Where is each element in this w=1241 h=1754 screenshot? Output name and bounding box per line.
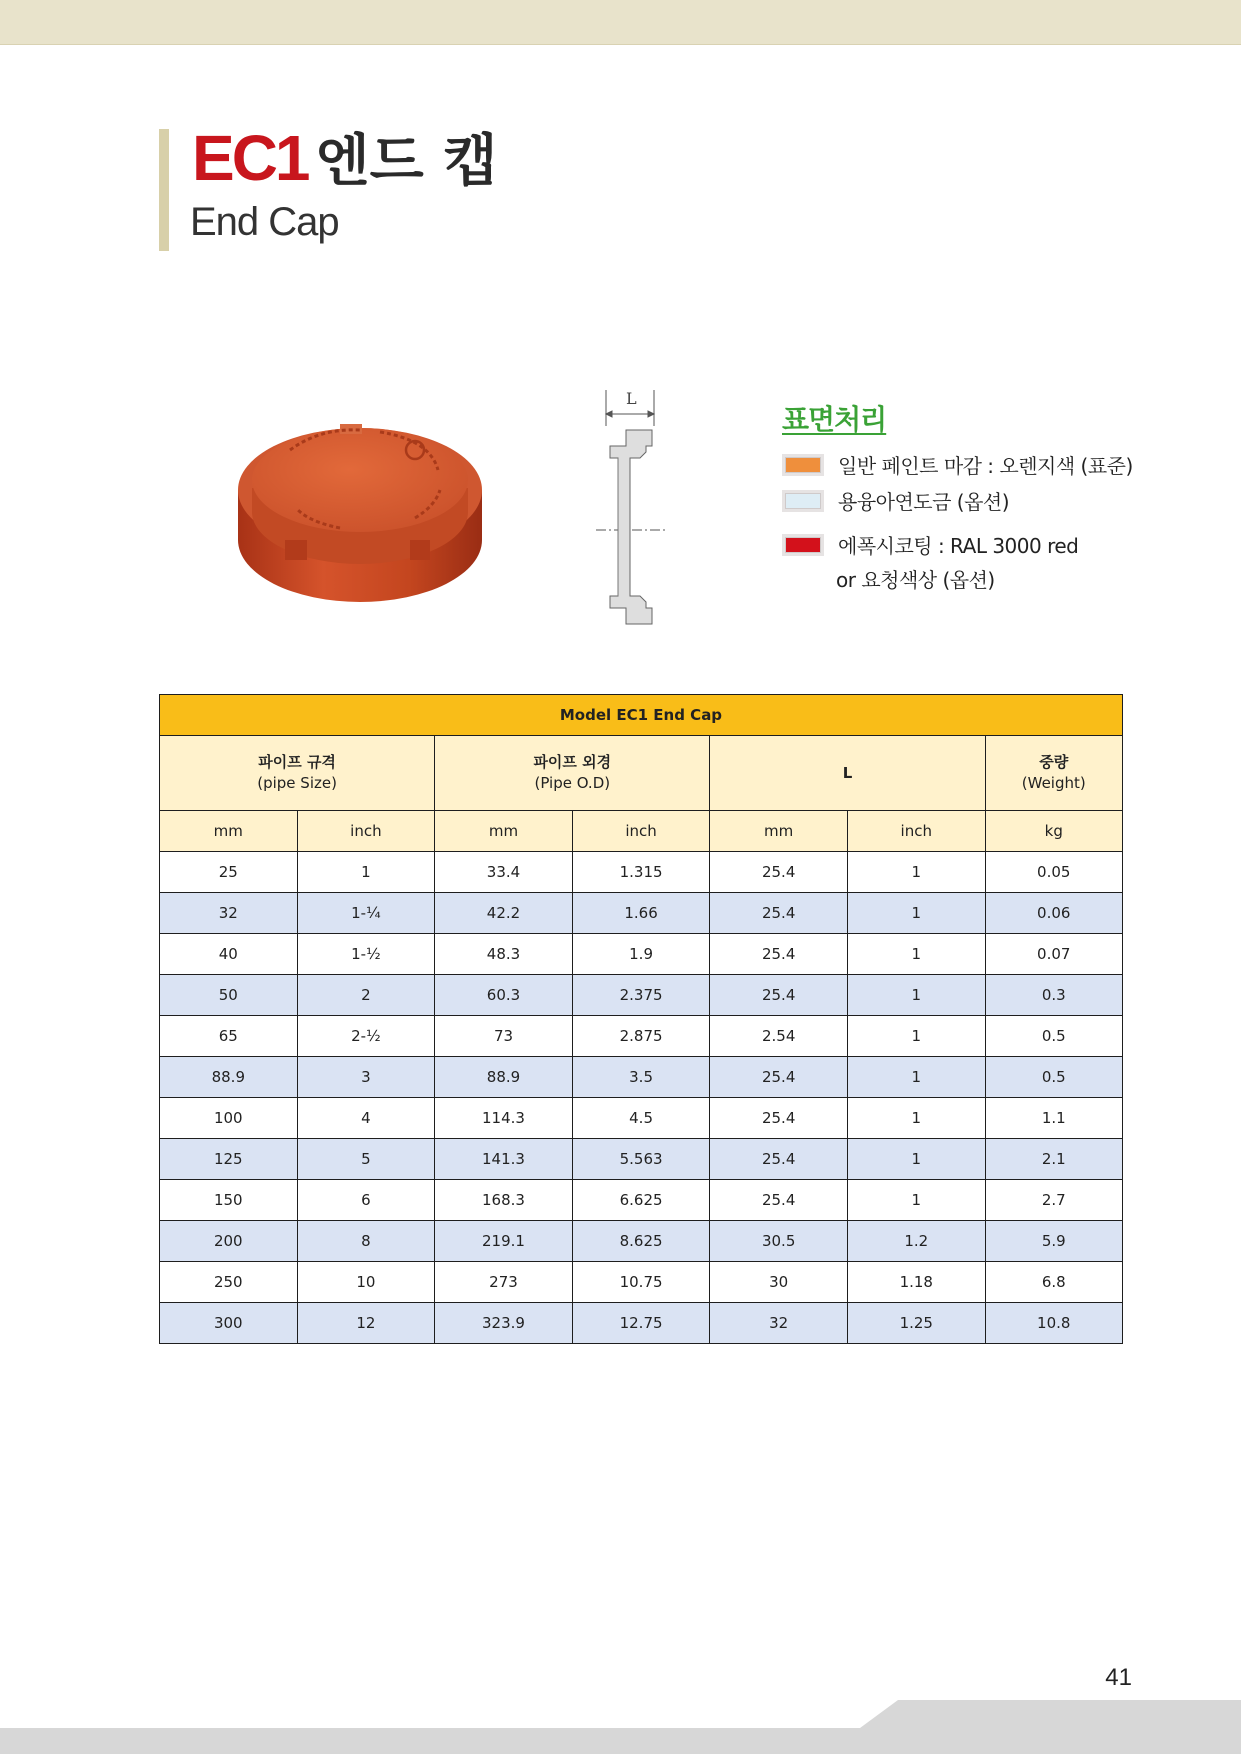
- table-cell: 25.4: [710, 975, 848, 1016]
- table-cell: 4: [297, 1098, 435, 1139]
- table-cell: 1.1: [985, 1098, 1122, 1139]
- table-cell: 12: [297, 1303, 435, 1344]
- table-cell: 25.4: [710, 893, 848, 934]
- table-row: [160, 1180, 1123, 1221]
- table-row: [160, 934, 1123, 975]
- header-pipe-od-ko: 파이프 외경: [533, 753, 612, 771]
- title-model-code: EC1: [192, 122, 308, 194]
- table-cell: 25.4: [710, 1139, 848, 1180]
- table-cell: 114.3: [435, 1098, 573, 1139]
- table-cell: 1: [847, 1016, 985, 1057]
- table-cell: 0.3: [985, 975, 1122, 1016]
- table-cell: 300: [160, 1303, 298, 1344]
- header-pipe-size: [160, 736, 435, 811]
- unit-cell: mm: [710, 811, 848, 852]
- table-cell: 1: [847, 934, 985, 975]
- unit-cell: inch: [297, 811, 435, 852]
- table-cell: 30: [710, 1262, 848, 1303]
- table-cell: 25.4: [710, 852, 848, 893]
- table-cell: 2: [297, 975, 435, 1016]
- header-length: [710, 736, 985, 811]
- header-weight-en: (Weight): [1021, 774, 1086, 792]
- table-row: [160, 1098, 1123, 1139]
- table-caption-row: [160, 695, 1123, 736]
- table-cell: 6.8: [985, 1262, 1122, 1303]
- table-cell: 2.1: [985, 1139, 1122, 1180]
- table-cell: 200: [160, 1221, 298, 1262]
- table-cell: 1: [847, 1139, 985, 1180]
- table-cell: 1: [847, 1098, 985, 1139]
- table-cell: 100: [160, 1098, 298, 1139]
- surface-treatment: [782, 398, 1212, 592]
- table-cell: 10.8: [985, 1303, 1122, 1344]
- table-body: [160, 852, 1123, 1344]
- table-cell: 10.75: [572, 1262, 710, 1303]
- table-cell: 32: [160, 893, 298, 934]
- page-title: [192, 118, 497, 198]
- table-cell: 0.5: [985, 1057, 1122, 1098]
- table-cell: 323.9: [435, 1303, 573, 1344]
- table-cell: 2-½: [297, 1016, 435, 1057]
- table-cell: 1.66: [572, 893, 710, 934]
- table-cell: 40: [160, 934, 298, 975]
- header-weight-ko: 중량: [1039, 753, 1069, 771]
- header-pipe-od-en: (Pipe O.D): [534, 774, 611, 792]
- light-blue-swatch: [782, 490, 824, 512]
- page-number: 41: [1105, 1664, 1132, 1691]
- table-cell: 219.1: [435, 1221, 573, 1262]
- table-unit-row: [160, 811, 1123, 852]
- legend-item-orange-paint: [782, 450, 1133, 479]
- table-cell: 250: [160, 1262, 298, 1303]
- table-cell: 1: [847, 852, 985, 893]
- title-accent-bar: [159, 129, 169, 251]
- table-cell: 4.5: [572, 1098, 710, 1139]
- drawing-dimension-label: L: [626, 389, 637, 408]
- table-cell: 42.2: [435, 893, 573, 934]
- table-cell: 168.3: [435, 1180, 573, 1221]
- table-cell: 25: [160, 852, 298, 893]
- table-cell: 25.4: [710, 1180, 848, 1221]
- table-row: [160, 975, 1123, 1016]
- legend-text: 용융아연도금 (옵션): [838, 490, 1010, 514]
- table-cell: 5.9: [985, 1221, 1122, 1262]
- table-row: [160, 1221, 1123, 1262]
- table-cell: 50: [160, 975, 298, 1016]
- unit-cell: inch: [572, 811, 710, 852]
- surface-title: 표면처리: [782, 403, 887, 436]
- header-weight: [985, 736, 1122, 811]
- table-row: [160, 1139, 1123, 1180]
- table-cell: 0.07: [985, 934, 1122, 975]
- title-english: End Cap: [190, 200, 339, 244]
- legend-continuation: or 요청색상 (옵션): [836, 568, 995, 592]
- table-cell: 1.25: [847, 1303, 985, 1344]
- table-cell: 1.18: [847, 1262, 985, 1303]
- table-cell: 273: [435, 1262, 573, 1303]
- table-cell: 2.54: [710, 1016, 848, 1057]
- table-cell: 88.9: [160, 1057, 298, 1098]
- table-cell: 32: [710, 1303, 848, 1344]
- unit-cell: kg: [985, 811, 1122, 852]
- table-cell: 1.2: [847, 1221, 985, 1262]
- spec-table: [159, 694, 1123, 1344]
- red-swatch: [782, 534, 824, 556]
- legend-text: 일반 페인트 마감 : 오렌지색 (표준): [838, 454, 1133, 478]
- table-cell: 1.9: [572, 934, 710, 975]
- table-cell: 8.625: [572, 1221, 710, 1262]
- table-cell: 125: [160, 1139, 298, 1180]
- table-cell: 25.4: [710, 1098, 848, 1139]
- table-cell: 2.7: [985, 1180, 1122, 1221]
- header-pipe-od: [435, 736, 710, 811]
- table-cell: 88.9: [435, 1057, 573, 1098]
- legend-item-epoxy: [782, 530, 1078, 559]
- table-cell: 48.3: [435, 934, 573, 975]
- unit-cell: mm: [160, 811, 298, 852]
- table-cell: 5.563: [572, 1139, 710, 1180]
- unit-cell: inch: [847, 811, 985, 852]
- table-row: [160, 852, 1123, 893]
- unit-cell: mm: [435, 811, 573, 852]
- table-cell: 1-¼: [297, 893, 435, 934]
- table-cell: 0.05: [985, 852, 1122, 893]
- table-cell: 3: [297, 1057, 435, 1098]
- table-cell: 150: [160, 1180, 298, 1221]
- table-cell: 25.4: [710, 934, 848, 975]
- table-cell: 0.06: [985, 893, 1122, 934]
- header-pipe-size-ko: 파이프 규격: [258, 753, 336, 771]
- header-length-label: L: [842, 763, 853, 782]
- table-row: [160, 1262, 1123, 1303]
- table-row: [160, 1057, 1123, 1098]
- table-cell: 0.5: [985, 1016, 1122, 1057]
- table-group-header: [160, 736, 1123, 811]
- table-caption: Model EC1 End Cap: [160, 695, 1123, 736]
- table-cell: 1: [847, 1057, 985, 1098]
- table-cell: 60.3: [435, 975, 573, 1016]
- table-cell: 12.75: [572, 1303, 710, 1344]
- table-row: [160, 1016, 1123, 1057]
- table-cell: 2.375: [572, 975, 710, 1016]
- table-cell: 25.4: [710, 1057, 848, 1098]
- table-cell: 65: [160, 1016, 298, 1057]
- orange-swatch: [782, 454, 824, 476]
- table-cell: 141.3: [435, 1139, 573, 1180]
- table-cell: 1: [847, 1180, 985, 1221]
- table-cell: 33.4: [435, 852, 573, 893]
- table-cell: 73: [435, 1016, 573, 1057]
- legend-text: 에폭시코팅 : RAL 3000 red: [838, 534, 1079, 558]
- header-pipe-size-en: (pipe Size): [257, 774, 337, 792]
- end-cap-section-drawing: [596, 386, 668, 626]
- table-cell: 6.625: [572, 1180, 710, 1221]
- table-row: [160, 893, 1123, 934]
- table-cell: 10: [297, 1262, 435, 1303]
- table-cell: 1.315: [572, 852, 710, 893]
- table-cell: 8: [297, 1221, 435, 1262]
- table-cell: 30.5: [710, 1221, 848, 1262]
- legend-item-galvanized: [782, 486, 1009, 515]
- table-cell: 1: [847, 893, 985, 934]
- table-row: [160, 1303, 1123, 1344]
- top-band: [0, 0, 1241, 45]
- title-korean: 엔드 캡: [315, 129, 498, 194]
- table-cell: 3.5: [572, 1057, 710, 1098]
- table-cell: 1-½: [297, 934, 435, 975]
- table-cell: 1: [847, 975, 985, 1016]
- table-cell: 5: [297, 1139, 435, 1180]
- table-cell: 2.875: [572, 1016, 710, 1057]
- table-cell: 6: [297, 1180, 435, 1221]
- end-cap-photo: [230, 410, 500, 610]
- table-cell: 1: [297, 852, 435, 893]
